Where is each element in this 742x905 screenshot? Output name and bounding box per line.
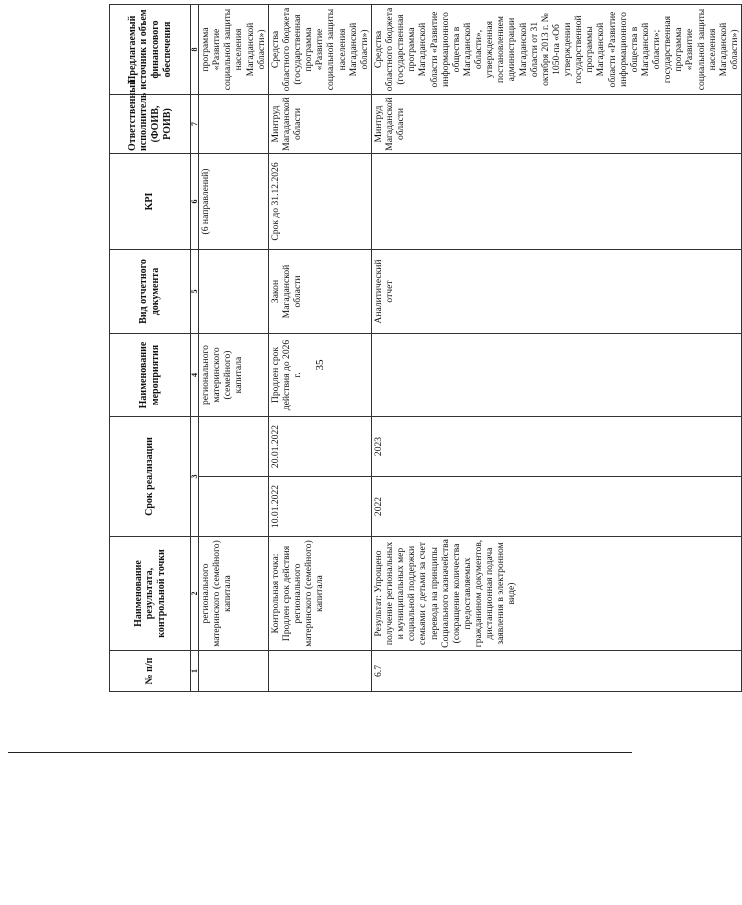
- row-start: 2022: [371, 477, 741, 537]
- row-end: 20.01.2022: [268, 417, 371, 477]
- header-row: [110, 5, 191, 692]
- table-row: [268, 5, 371, 692]
- column-number: 2: [191, 537, 199, 651]
- row-num: [199, 651, 269, 692]
- row-num: [268, 651, 371, 692]
- column-number: 3: [191, 417, 199, 537]
- row-kpi: Срок до 31.12.2026: [268, 154, 371, 250]
- row-kpi: [371, 154, 741, 250]
- row-measure-name: Продлен срок действия до 2026 г.: [268, 334, 371, 417]
- rotated-table-container: [109, 5, 740, 692]
- page-divider-line: [8, 752, 632, 753]
- row-executor: Минтруд Магаданской области: [268, 95, 371, 154]
- row-measure-name: регионального материнского (семейного) капитала: [199, 334, 269, 417]
- row-start: 10.01.2022: [268, 477, 371, 537]
- row-funding: Средства областного бюджета (государственная программа «Развитие социальной защиты населения Магаданской области»): [268, 5, 371, 95]
- header-executor: Ответственный исполнитель (ФОИВ, РОИВ): [110, 95, 191, 154]
- table-row: [371, 5, 741, 692]
- table-row: [199, 5, 269, 692]
- row-end: 2023: [371, 417, 741, 477]
- row-measure-name: [371, 334, 741, 417]
- row-end: [199, 417, 269, 477]
- row-executor: [199, 95, 269, 154]
- header-document-type: Вид отчетного документа: [110, 250, 191, 334]
- column-number: 4: [191, 334, 199, 417]
- row-result-name: Результат: Упрощено получение региональных и муниципальных мер социальной поддержки семьями с детьми за счет перевода на принципы Социального казначейства (сокращение количества предоставляемых гражданином документов, дистанционная подача заявления в электронном виде): [371, 537, 741, 651]
- row-result-name: Контрольная точка: Продлен срок действия регионального материнского (семейного) капитала: [268, 537, 371, 651]
- header-result-name: Наименование результата, контрольной точки: [110, 537, 191, 651]
- row-num: 6.7: [371, 651, 741, 692]
- header-period: Срок реализации: [110, 417, 191, 537]
- header-num: № п/п: [110, 651, 191, 692]
- row-start: [199, 477, 269, 537]
- row-executor: Минтруд Магаданской области: [371, 95, 741, 154]
- column-number: 1: [191, 651, 199, 692]
- row-document-type: Закон Магаданской области: [268, 250, 371, 334]
- column-number: 5: [191, 250, 199, 334]
- row-document-type: [199, 250, 269, 334]
- column-number-row: [191, 5, 199, 692]
- header-measure-name: Наименование мероприятия: [110, 334, 191, 417]
- column-number: 7: [191, 95, 199, 154]
- page-number: 35: [314, 359, 326, 371]
- header-kpi: KPI: [110, 154, 191, 250]
- row-funding: Средства областного бюджета (государственная программа Магаданской области «Развитие информационного общества в Магаданской области», утвержденная постановлением администрации Магаданской области от 31 октября 2013 г. № 1050-па «Об утверждении государственной программы Магаданской области «Развитие информационного общества в Магаданской области»; государственная программа «Развитие социальной защиты населения Магаданской области»): [371, 5, 741, 95]
- header-funding: Предлагаемый источник и объем финансового обеспечения: [110, 5, 191, 95]
- row-document-type: Аналитический отчет: [371, 250, 741, 334]
- row-result-name: регионального материнского (семейного) капитала: [199, 537, 269, 651]
- action-plan-table: [109, 4, 742, 692]
- column-number: 6: [191, 154, 199, 250]
- row-funding: программа «Развитие социальной защиты населения Магаданской области»): [199, 5, 269, 95]
- row-kpi: (6 направлений): [199, 154, 269, 250]
- column-number: 8: [191, 5, 199, 95]
